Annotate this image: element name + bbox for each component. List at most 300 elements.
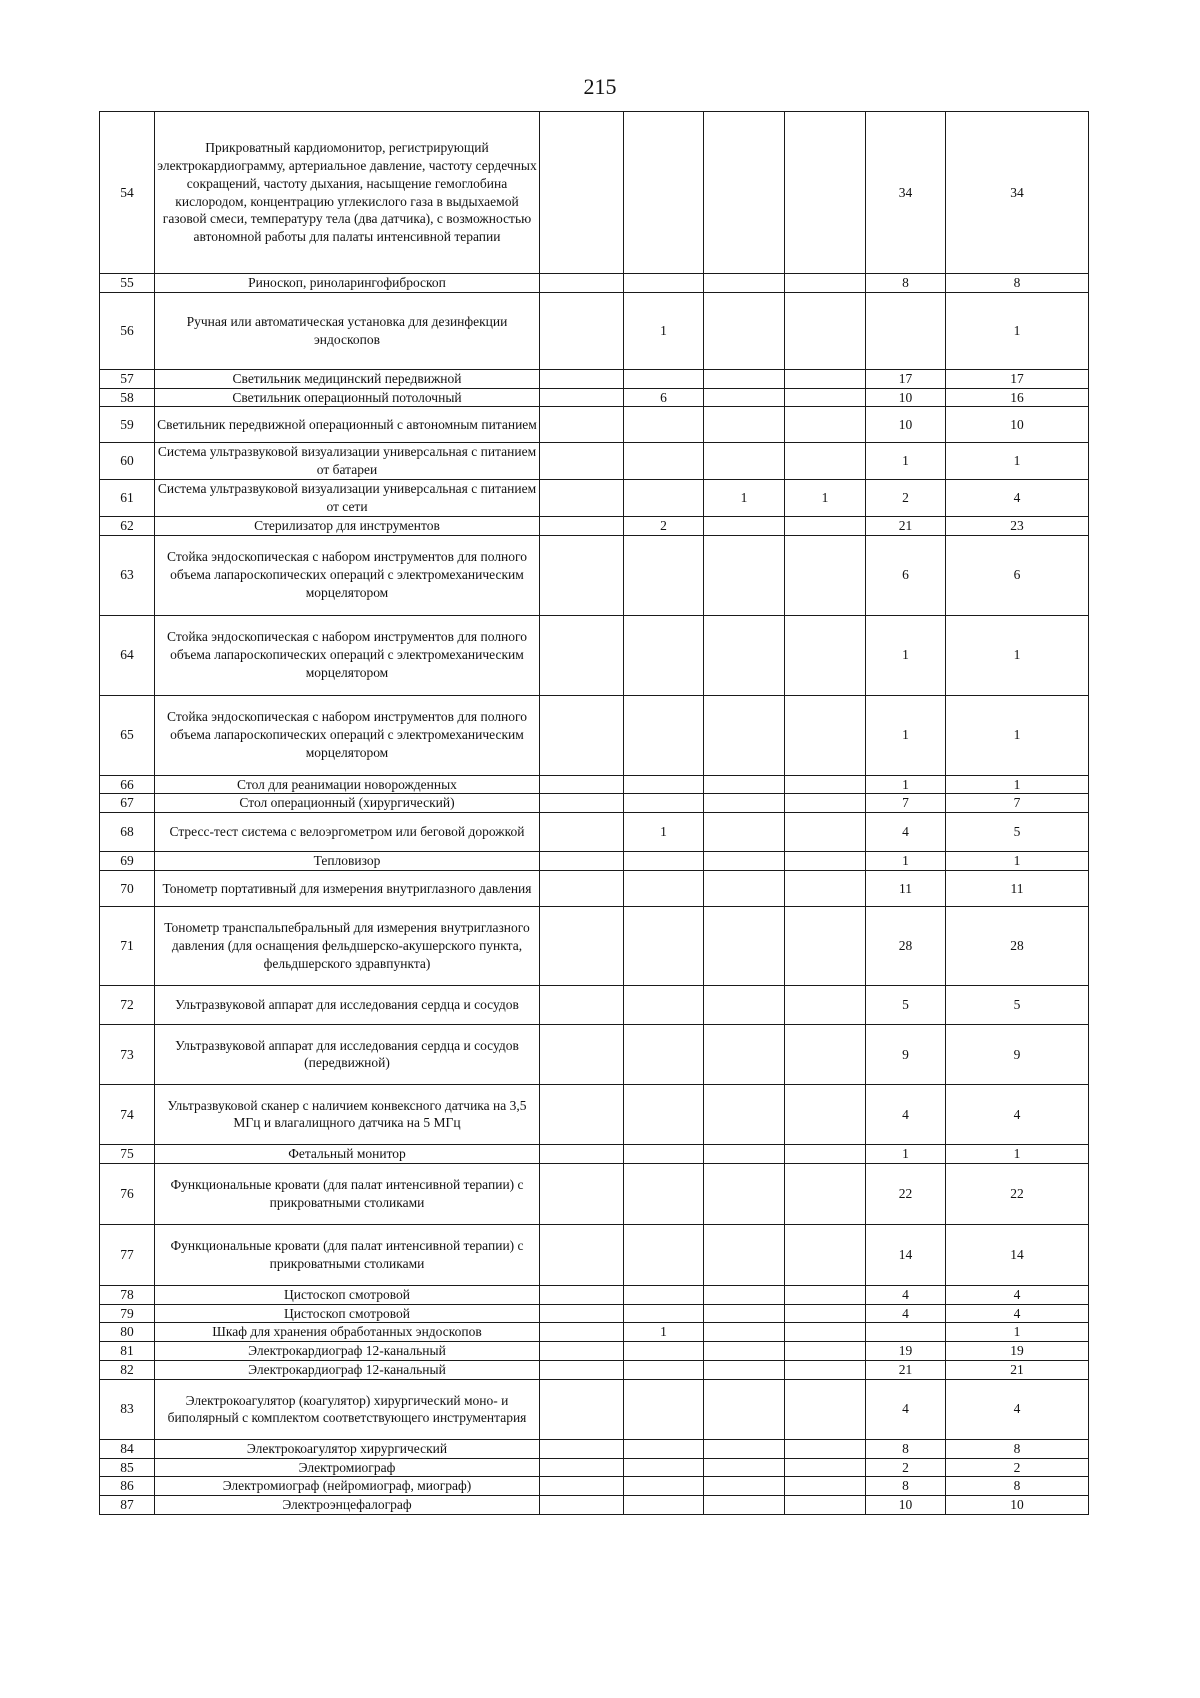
quantity-cell-c4 — [785, 813, 866, 852]
quantity-cell-c1 — [540, 1379, 624, 1439]
quantity-cell-c1 — [540, 1084, 624, 1144]
quantity-cell-c5: 1 — [866, 852, 946, 871]
row-number: 65 — [100, 695, 155, 775]
quantity-cell-c4 — [785, 1439, 866, 1458]
quantity-cell-c3 — [704, 516, 785, 535]
equipment-name: Шкаф для хранения обработанных эндоскопов — [155, 1323, 540, 1342]
page-number: 215 — [583, 74, 617, 99]
table-row — [100, 1458, 1089, 1477]
quantity-cell-c2 — [624, 1304, 704, 1323]
quantity-cell-c2 — [624, 852, 704, 871]
quantity-cell-c3 — [704, 535, 785, 615]
quantity-cell-c5: 4 — [866, 1285, 946, 1304]
table-row — [100, 443, 1089, 480]
table-row — [100, 274, 1089, 293]
quantity-cell-c2 — [624, 794, 704, 813]
quantity-cell-c3 — [704, 1361, 785, 1380]
quantity-cell-c3 — [704, 1323, 785, 1342]
quantity-cell-c6: 19 — [946, 1342, 1089, 1361]
quantity-cell-c6: 4 — [946, 1084, 1089, 1144]
quantity-cell-c1 — [540, 695, 624, 775]
quantity-cell-c5: 4 — [866, 1304, 946, 1323]
quantity-cell-c6: 1 — [946, 292, 1089, 369]
quantity-cell-c4 — [785, 775, 866, 794]
quantity-cell-c2 — [624, 112, 704, 274]
quantity-cell-c2 — [624, 1342, 704, 1361]
quantity-cell-c6: 2 — [946, 1458, 1089, 1477]
table-row — [100, 794, 1089, 813]
quantity-cell-c4 — [785, 112, 866, 274]
quantity-cell-c2 — [624, 1224, 704, 1285]
quantity-cell-c3: 1 — [704, 480, 785, 517]
quantity-cell-c3 — [704, 1224, 785, 1285]
quantity-cell-c6: 4 — [946, 1285, 1089, 1304]
quantity-cell-c3 — [704, 407, 785, 443]
quantity-cell-c1 — [540, 112, 624, 274]
row-number: 82 — [100, 1361, 155, 1380]
quantity-cell-c4 — [785, 1285, 866, 1304]
table-row — [100, 535, 1089, 615]
quantity-cell-c6: 22 — [946, 1163, 1089, 1224]
equipment-name: Электроэнцефалограф — [155, 1496, 540, 1515]
equipment-name: Электромиограф (нейромиограф, миограф) — [155, 1477, 540, 1496]
quantity-cell-c2 — [624, 1361, 704, 1380]
quantity-cell-c2: 1 — [624, 1323, 704, 1342]
row-number: 72 — [100, 985, 155, 1024]
equipment-name: Стресс-тест система с велоэргометром или беговой дорожкой — [155, 813, 540, 852]
equipment-name: Электрокардиограф 12-канальный — [155, 1342, 540, 1361]
quantity-cell-c3 — [704, 1144, 785, 1163]
equipment-name: Цистоскоп смотровой — [155, 1304, 540, 1323]
quantity-cell-c3 — [704, 695, 785, 775]
row-number: 63 — [100, 535, 155, 615]
quantity-cell-c1 — [540, 388, 624, 407]
quantity-cell-c5: 10 — [866, 407, 946, 443]
quantity-cell-c4: 1 — [785, 480, 866, 517]
quantity-cell-c3 — [704, 906, 785, 985]
quantity-cell-c2 — [624, 1024, 704, 1084]
quantity-cell-c4 — [785, 388, 866, 407]
quantity-cell-c5: 10 — [866, 1496, 946, 1515]
quantity-cell-c5: 14 — [866, 1224, 946, 1285]
equipment-name: Стойка эндоскопическая с набором инструментов для полного объема лапароскопических операций с электромеханическим морцелятором — [155, 535, 540, 615]
quantity-cell-c1 — [540, 1477, 624, 1496]
equipment-name: Ультразвуковой аппарат для исследования сердца и сосудов — [155, 985, 540, 1024]
row-number: 83 — [100, 1379, 155, 1439]
table-row — [100, 1304, 1089, 1323]
quantity-cell-c3 — [704, 1477, 785, 1496]
quantity-cell-c5: 4 — [866, 813, 946, 852]
quantity-cell-c5: 34 — [866, 112, 946, 274]
quantity-cell-c1 — [540, 369, 624, 388]
quantity-cell-c3 — [704, 1379, 785, 1439]
quantity-cell-c4 — [785, 1342, 866, 1361]
table-row — [100, 870, 1089, 906]
quantity-cell-c6: 1 — [946, 695, 1089, 775]
quantity-cell-c3 — [704, 1163, 785, 1224]
quantity-cell-c2 — [624, 1144, 704, 1163]
table-row — [100, 615, 1089, 695]
row-number: 80 — [100, 1323, 155, 1342]
quantity-cell-c3 — [704, 369, 785, 388]
quantity-cell-c4 — [785, 985, 866, 1024]
row-number: 60 — [100, 443, 155, 480]
equipment-name: Ультразвуковой аппарат для исследования сердца и сосудов (передвижной) — [155, 1024, 540, 1084]
quantity-cell-c6: 10 — [946, 1496, 1089, 1515]
quantity-cell-c2 — [624, 369, 704, 388]
quantity-cell-c1 — [540, 516, 624, 535]
table-row — [100, 480, 1089, 517]
quantity-cell-c1 — [540, 1439, 624, 1458]
equipment-name: Стол операционный (хирургический) — [155, 794, 540, 813]
row-number: 71 — [100, 906, 155, 985]
table-row — [100, 1496, 1089, 1515]
quantity-cell-c6: 8 — [946, 1477, 1089, 1496]
quantity-cell-c4 — [785, 906, 866, 985]
equipment-name: Ручная или автоматическая установка для дезинфекции эндоскопов — [155, 292, 540, 369]
quantity-cell-c1 — [540, 443, 624, 480]
table-row — [100, 906, 1089, 985]
quantity-cell-c1 — [540, 615, 624, 695]
quantity-cell-c5: 11 — [866, 870, 946, 906]
quantity-cell-c5: 2 — [866, 1458, 946, 1477]
row-number: 78 — [100, 1285, 155, 1304]
row-number: 66 — [100, 775, 155, 794]
quantity-cell-c3 — [704, 1458, 785, 1477]
table-row — [100, 1084, 1089, 1144]
quantity-cell-c5: 1 — [866, 615, 946, 695]
quantity-cell-c5: 8 — [866, 1439, 946, 1458]
quantity-cell-c5 — [866, 292, 946, 369]
table-row — [100, 1361, 1089, 1380]
row-number: 85 — [100, 1458, 155, 1477]
quantity-cell-c2 — [624, 985, 704, 1024]
row-number: 62 — [100, 516, 155, 535]
table-row — [100, 369, 1089, 388]
quantity-cell-c4 — [785, 695, 866, 775]
quantity-cell-c4 — [785, 1477, 866, 1496]
equipment-name: Функциональные кровати (для палат интенсивной терапии) с прикроватными столиками — [155, 1224, 540, 1285]
quantity-cell-c2 — [624, 1379, 704, 1439]
row-number: 55 — [100, 274, 155, 293]
quantity-cell-c5: 28 — [866, 906, 946, 985]
equipment-name: Электрокардиограф 12-канальный — [155, 1361, 540, 1380]
row-number: 68 — [100, 813, 155, 852]
quantity-cell-c2: 6 — [624, 388, 704, 407]
quantity-cell-c6: 10 — [946, 407, 1089, 443]
quantity-cell-c3 — [704, 813, 785, 852]
quantity-cell-c3 — [704, 1024, 785, 1084]
quantity-cell-c3 — [704, 274, 785, 293]
quantity-cell-c6: 1 — [946, 1144, 1089, 1163]
quantity-cell-c4 — [785, 274, 866, 293]
quantity-cell-c1 — [540, 870, 624, 906]
quantity-cell-c1 — [540, 535, 624, 615]
quantity-cell-c6: 6 — [946, 535, 1089, 615]
table-row — [100, 813, 1089, 852]
quantity-cell-c2 — [624, 870, 704, 906]
equipment-name: Светильник операционный потолочный — [155, 388, 540, 407]
row-number: 87 — [100, 1496, 155, 1515]
quantity-cell-c4 — [785, 1224, 866, 1285]
quantity-cell-c2 — [624, 480, 704, 517]
equipment-name: Стойка эндоскопическая с набором инструментов для полного объема лапароскопических операций с электромеханическим морцелятором — [155, 615, 540, 695]
row-number: 77 — [100, 1224, 155, 1285]
quantity-cell-c5: 1 — [866, 443, 946, 480]
quantity-cell-c6: 9 — [946, 1024, 1089, 1084]
quantity-cell-c1 — [540, 1304, 624, 1323]
quantity-cell-c4 — [785, 292, 866, 369]
quantity-cell-c4 — [785, 1084, 866, 1144]
quantity-cell-c2 — [624, 1285, 704, 1304]
quantity-cell-c4 — [785, 1361, 866, 1380]
quantity-cell-c1 — [540, 852, 624, 871]
quantity-cell-c3 — [704, 985, 785, 1024]
equipment-name: Светильник медицинский передвижной — [155, 369, 540, 388]
quantity-cell-c6: 21 — [946, 1361, 1089, 1380]
quantity-cell-c3 — [704, 870, 785, 906]
quantity-cell-c5 — [866, 1323, 946, 1342]
quantity-cell-c6: 8 — [946, 274, 1089, 293]
quantity-cell-c2 — [624, 615, 704, 695]
row-number: 75 — [100, 1144, 155, 1163]
quantity-cell-c2 — [624, 1458, 704, 1477]
quantity-cell-c6: 5 — [946, 813, 1089, 852]
row-number: 67 — [100, 794, 155, 813]
quantity-cell-c2 — [624, 443, 704, 480]
row-number: 56 — [100, 292, 155, 369]
quantity-cell-c4 — [785, 852, 866, 871]
table-row — [100, 1379, 1089, 1439]
equipment-name: Стерилизатор для инструментов — [155, 516, 540, 535]
table-row — [100, 1144, 1089, 1163]
quantity-cell-c4 — [785, 870, 866, 906]
quantity-cell-c5: 17 — [866, 369, 946, 388]
quantity-cell-c4 — [785, 1163, 866, 1224]
quantity-cell-c6: 11 — [946, 870, 1089, 906]
quantity-cell-c1 — [540, 1024, 624, 1084]
table-body — [100, 112, 1089, 1515]
quantity-cell-c1 — [540, 1458, 624, 1477]
quantity-cell-c1 — [540, 1285, 624, 1304]
quantity-cell-c2 — [624, 1439, 704, 1458]
quantity-cell-c1 — [540, 813, 624, 852]
quantity-cell-c4 — [785, 535, 866, 615]
quantity-cell-c5: 4 — [866, 1379, 946, 1439]
table-row — [100, 388, 1089, 407]
equipment-name: Цистоскоп смотровой — [155, 1285, 540, 1304]
quantity-cell-c3 — [704, 443, 785, 480]
quantity-cell-c5: 8 — [866, 1477, 946, 1496]
quantity-cell-c2: 2 — [624, 516, 704, 535]
row-number: 64 — [100, 615, 155, 695]
quantity-cell-c3 — [704, 292, 785, 369]
quantity-cell-c1 — [540, 1323, 624, 1342]
quantity-cell-c4 — [785, 794, 866, 813]
quantity-cell-c3 — [704, 1084, 785, 1144]
equipment-name: Система ультразвуковой визуализации универсальная с питанием от батареи — [155, 443, 540, 480]
quantity-cell-c1 — [540, 274, 624, 293]
equipment-name: Система ультразвуковой визуализации универсальная с питанием от сети — [155, 480, 540, 517]
quantity-cell-c6: 34 — [946, 112, 1089, 274]
quantity-cell-c1 — [540, 906, 624, 985]
quantity-cell-c1 — [540, 1496, 624, 1515]
quantity-cell-c5: 5 — [866, 985, 946, 1024]
row-number: 76 — [100, 1163, 155, 1224]
equipment-name: Прикроватный кардиомонитор, регистрирующий электрокардиограмму, артериальное давление, частоту сердечных сокращений, частоту дыхания, насыщение гемоглобина кислородом, концентрацию углекислого газа в выдыхаемой газовой смеси, температуру тела (два датчика), с возможностью автономной работы для палаты интенсивной терапии — [155, 112, 540, 274]
quantity-cell-c5: 1 — [866, 1144, 946, 1163]
quantity-cell-c2: 1 — [624, 292, 704, 369]
quantity-cell-c5: 1 — [866, 775, 946, 794]
quantity-cell-c6: 14 — [946, 1224, 1089, 1285]
quantity-cell-c1 — [540, 292, 624, 369]
equipment-name: Риноскоп, риноларингофиброскоп — [155, 274, 540, 293]
quantity-cell-c5: 4 — [866, 1084, 946, 1144]
quantity-cell-c3 — [704, 852, 785, 871]
equipment-name: Стол для реанимации новорожденных — [155, 775, 540, 794]
quantity-cell-c5: 22 — [866, 1163, 946, 1224]
quantity-cell-c1 — [540, 775, 624, 794]
equipment-name: Функциональные кровати (для палат интенсивной терапии) с прикроватными столиками — [155, 1163, 540, 1224]
quantity-cell-c1 — [540, 1342, 624, 1361]
equipment-name: Электрокоагулятор (коагулятор) хирургический моно- и биполярный с комплектом соответствующего инструментария — [155, 1379, 540, 1439]
row-number: 58 — [100, 388, 155, 407]
quantity-cell-c4 — [785, 407, 866, 443]
row-number: 86 — [100, 1477, 155, 1496]
quantity-cell-c4 — [785, 516, 866, 535]
quantity-cell-c1 — [540, 480, 624, 517]
table-row — [100, 1024, 1089, 1084]
quantity-cell-c6: 1 — [946, 1323, 1089, 1342]
quantity-cell-c1 — [540, 407, 624, 443]
quantity-cell-c5: 9 — [866, 1024, 946, 1084]
row-number: 70 — [100, 870, 155, 906]
table-row — [100, 292, 1089, 369]
quantity-cell-c4 — [785, 1496, 866, 1515]
row-number: 59 — [100, 407, 155, 443]
row-number: 61 — [100, 480, 155, 517]
quantity-cell-c6: 23 — [946, 516, 1089, 535]
row-number: 81 — [100, 1342, 155, 1361]
quantity-cell-c6: 4 — [946, 1304, 1089, 1323]
quantity-cell-c5: 21 — [866, 1361, 946, 1380]
equipment-name: Фетальный монитор — [155, 1144, 540, 1163]
table-row — [100, 1439, 1089, 1458]
table-row — [100, 775, 1089, 794]
quantity-cell-c2 — [624, 1084, 704, 1144]
quantity-cell-c4 — [785, 1379, 866, 1439]
equipment-name: Тонометр портативный для измерения внутриглазного давления — [155, 870, 540, 906]
table-row — [100, 1224, 1089, 1285]
quantity-cell-c6: 1 — [946, 443, 1089, 480]
row-number: 74 — [100, 1084, 155, 1144]
quantity-cell-c4 — [785, 369, 866, 388]
quantity-cell-c1 — [540, 1144, 624, 1163]
table-row — [100, 1285, 1089, 1304]
quantity-cell-c6: 16 — [946, 388, 1089, 407]
table-row — [100, 1323, 1089, 1342]
table-row — [100, 985, 1089, 1024]
row-number: 84 — [100, 1439, 155, 1458]
quantity-cell-c5: 2 — [866, 480, 946, 517]
quantity-cell-c2 — [624, 535, 704, 615]
quantity-cell-c3 — [704, 1342, 785, 1361]
quantity-cell-c3 — [704, 615, 785, 695]
row-number: 69 — [100, 852, 155, 871]
row-number: 54 — [100, 112, 155, 274]
quantity-cell-c6: 7 — [946, 794, 1089, 813]
quantity-cell-c2 — [624, 695, 704, 775]
quantity-cell-c3 — [704, 388, 785, 407]
quantity-cell-c5: 1 — [866, 695, 946, 775]
quantity-cell-c4 — [785, 1144, 866, 1163]
quantity-cell-c6: 8 — [946, 1439, 1089, 1458]
quantity-cell-c4 — [785, 1458, 866, 1477]
table-row — [100, 407, 1089, 443]
quantity-cell-c5: 21 — [866, 516, 946, 535]
quantity-cell-c3 — [704, 1285, 785, 1304]
row-number: 57 — [100, 369, 155, 388]
equipment-name: Ультразвуковой сканер с наличием конвексного датчика на 3,5 МГц и влагалищного датчика на 5 МГц — [155, 1084, 540, 1144]
quantity-cell-c6: 5 — [946, 985, 1089, 1024]
quantity-cell-c5: 8 — [866, 274, 946, 293]
quantity-cell-c5: 7 — [866, 794, 946, 813]
quantity-cell-c3 — [704, 1304, 785, 1323]
quantity-cell-c6: 1 — [946, 852, 1089, 871]
quantity-cell-c4 — [785, 615, 866, 695]
row-number: 73 — [100, 1024, 155, 1084]
quantity-cell-c3 — [704, 794, 785, 813]
table-row — [100, 695, 1089, 775]
quantity-cell-c6: 17 — [946, 369, 1089, 388]
table-row — [100, 1477, 1089, 1496]
quantity-cell-c2 — [624, 775, 704, 794]
quantity-cell-c1 — [540, 985, 624, 1024]
row-number: 79 — [100, 1304, 155, 1323]
table-row — [100, 112, 1089, 274]
equipment-name: Электромиограф — [155, 1458, 540, 1477]
equipment-name: Светильник передвижной операционный с автономным питанием — [155, 407, 540, 443]
quantity-cell-c6: 1 — [946, 775, 1089, 794]
quantity-cell-c2: 1 — [624, 813, 704, 852]
quantity-cell-c5: 6 — [866, 535, 946, 615]
quantity-cell-c2 — [624, 407, 704, 443]
quantity-cell-c5: 19 — [866, 1342, 946, 1361]
quantity-cell-c4 — [785, 443, 866, 480]
quantity-cell-c3 — [704, 1496, 785, 1515]
quantity-cell-c1 — [540, 1361, 624, 1380]
quantity-cell-c2 — [624, 1477, 704, 1496]
quantity-cell-c4 — [785, 1323, 866, 1342]
quantity-cell-c1 — [540, 1224, 624, 1285]
quantity-cell-c2 — [624, 1496, 704, 1515]
table-row — [100, 852, 1089, 871]
quantity-cell-c6: 1 — [946, 615, 1089, 695]
equipment-name: Тепловизор — [155, 852, 540, 871]
quantity-cell-c1 — [540, 794, 624, 813]
quantity-cell-c6: 4 — [946, 480, 1089, 517]
quantity-cell-c6: 4 — [946, 1379, 1089, 1439]
quantity-cell-c3 — [704, 1439, 785, 1458]
table-row — [100, 1342, 1089, 1361]
equipment-name: Тонометр транспальпебральный для измерения внутриглазного давления (для оснащения фельдшерско-акушерского пункта, фельдшерского здравпункта) — [155, 906, 540, 985]
quantity-cell-c2 — [624, 274, 704, 293]
table-row — [100, 1163, 1089, 1224]
quantity-cell-c6: 28 — [946, 906, 1089, 985]
equipment-name: Стойка эндоскопическая с набором инструментов для полного объема лапароскопических операций с электромеханическим морцелятором — [155, 695, 540, 775]
table-row — [100, 516, 1089, 535]
quantity-cell-c3 — [704, 775, 785, 794]
